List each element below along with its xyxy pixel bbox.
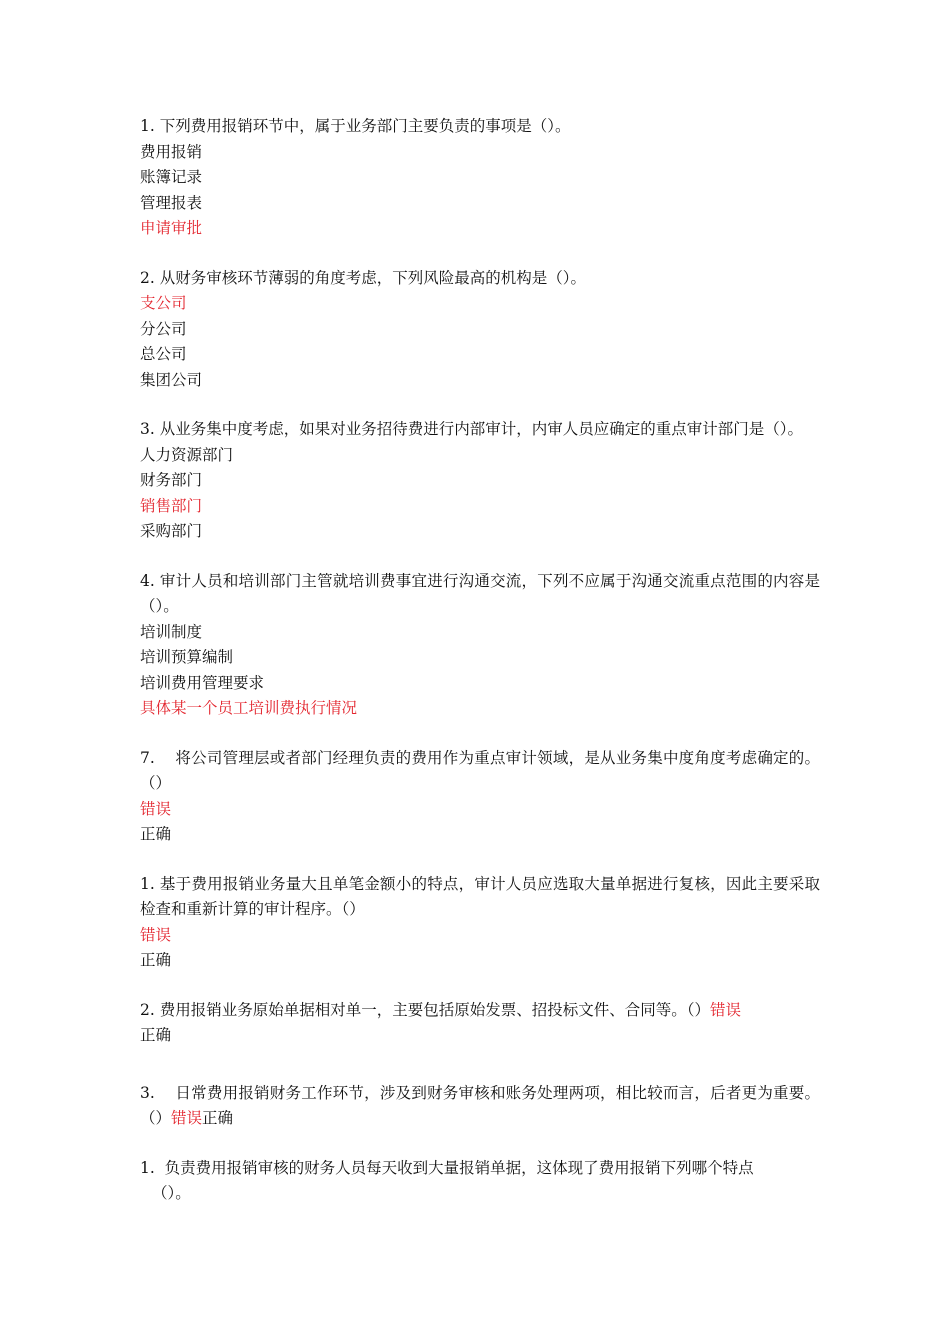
question-8 bbox=[140, 1081, 820, 1132]
document-page bbox=[140, 114, 820, 1231]
question-5 bbox=[140, 746, 820, 848]
option: 人力资源部门 bbox=[140, 445, 234, 464]
option: 培训预算编制 bbox=[140, 648, 234, 666]
correct-option: 错误 bbox=[709, 1000, 741, 1019]
question-stem-continuation: （）。 bbox=[152, 1184, 191, 1202]
correct-option: 具体某一个员工培训费执行情况 bbox=[140, 699, 358, 717]
option: 正确 bbox=[140, 825, 172, 843]
option: 集团公司 bbox=[140, 370, 203, 389]
correct-option: 错误 bbox=[171, 1109, 203, 1127]
option: 账簿记录 bbox=[140, 168, 203, 186]
question-stem: 7. 将公司管理层或者部门经理负责的费用作为重点审计领域，是从业务集中度角度考虑确定的。（） bbox=[140, 748, 820, 792]
question-stem: 1. 基于费用报销业务量大且单笔金额小的特点，审计人员应选取大量单据进行复核，因此主要采取检查和重新计算的审计程序。（） bbox=[140, 874, 820, 918]
option: 管理报表 bbox=[140, 193, 203, 212]
option: 培训制度 bbox=[140, 622, 203, 641]
correct-option: 支公司 bbox=[140, 294, 187, 312]
question-stem bbox=[140, 998, 820, 1049]
option: 财务部门 bbox=[140, 471, 203, 489]
question-2 bbox=[140, 266, 820, 394]
correct-option: 申请审批 bbox=[140, 219, 203, 237]
question-4 bbox=[140, 569, 820, 722]
question-stem-text: 2. 费用报销业务原始单据相对单一，主要包括原始发票、招投标文件、合同等。（） bbox=[140, 1000, 710, 1019]
question-1 bbox=[140, 114, 820, 242]
option: 正确 bbox=[140, 1026, 172, 1044]
question-stem bbox=[140, 1081, 820, 1132]
correct-option: 销售部门 bbox=[140, 496, 203, 515]
option: 采购部门 bbox=[140, 522, 203, 540]
question-3 bbox=[140, 417, 820, 545]
option: 总公司 bbox=[140, 345, 187, 363]
question-stem: 3. 从业务集中度考虑，如果对业务招待费进行内部审计，内审人员应确定的重点审计部门是（）。 bbox=[140, 420, 803, 438]
question-7 bbox=[140, 998, 820, 1049]
question-stem: 1. 下列费用报销环节中，属于业务部门主要负责的事项是（）。 bbox=[140, 117, 571, 135]
question-stem: 2. 从财务审核环节薄弱的角度考虑，下列风险最高的机构是（）。 bbox=[140, 268, 586, 287]
question-9 bbox=[140, 1156, 820, 1207]
question-6 bbox=[140, 872, 820, 974]
option: 费用报销 bbox=[140, 142, 203, 161]
correct-option: 错误 bbox=[140, 799, 172, 818]
option: 培训费用管理要求 bbox=[140, 673, 265, 692]
question-stem: 4. 审计人员和培训部门主管就培训费事宜进行沟通交流，下列不应属于沟通交流重点范围的内容是（）。 bbox=[140, 571, 820, 615]
question-stem: 1. 负责费用报销审核的财务人员每天收到大量报销单据，这体现了费用报销下列哪个特点 bbox=[140, 1158, 754, 1177]
option: 正确 bbox=[140, 951, 172, 969]
option: 分公司 bbox=[140, 319, 187, 338]
option: 正确 bbox=[202, 1109, 234, 1127]
correct-option: 错误 bbox=[140, 925, 172, 944]
question-stem-text: 3. 日常费用报销财务工作环节，涉及到财务审核和账务处理两项，相比较而言，后者更为重要。（） bbox=[140, 1083, 820, 1127]
